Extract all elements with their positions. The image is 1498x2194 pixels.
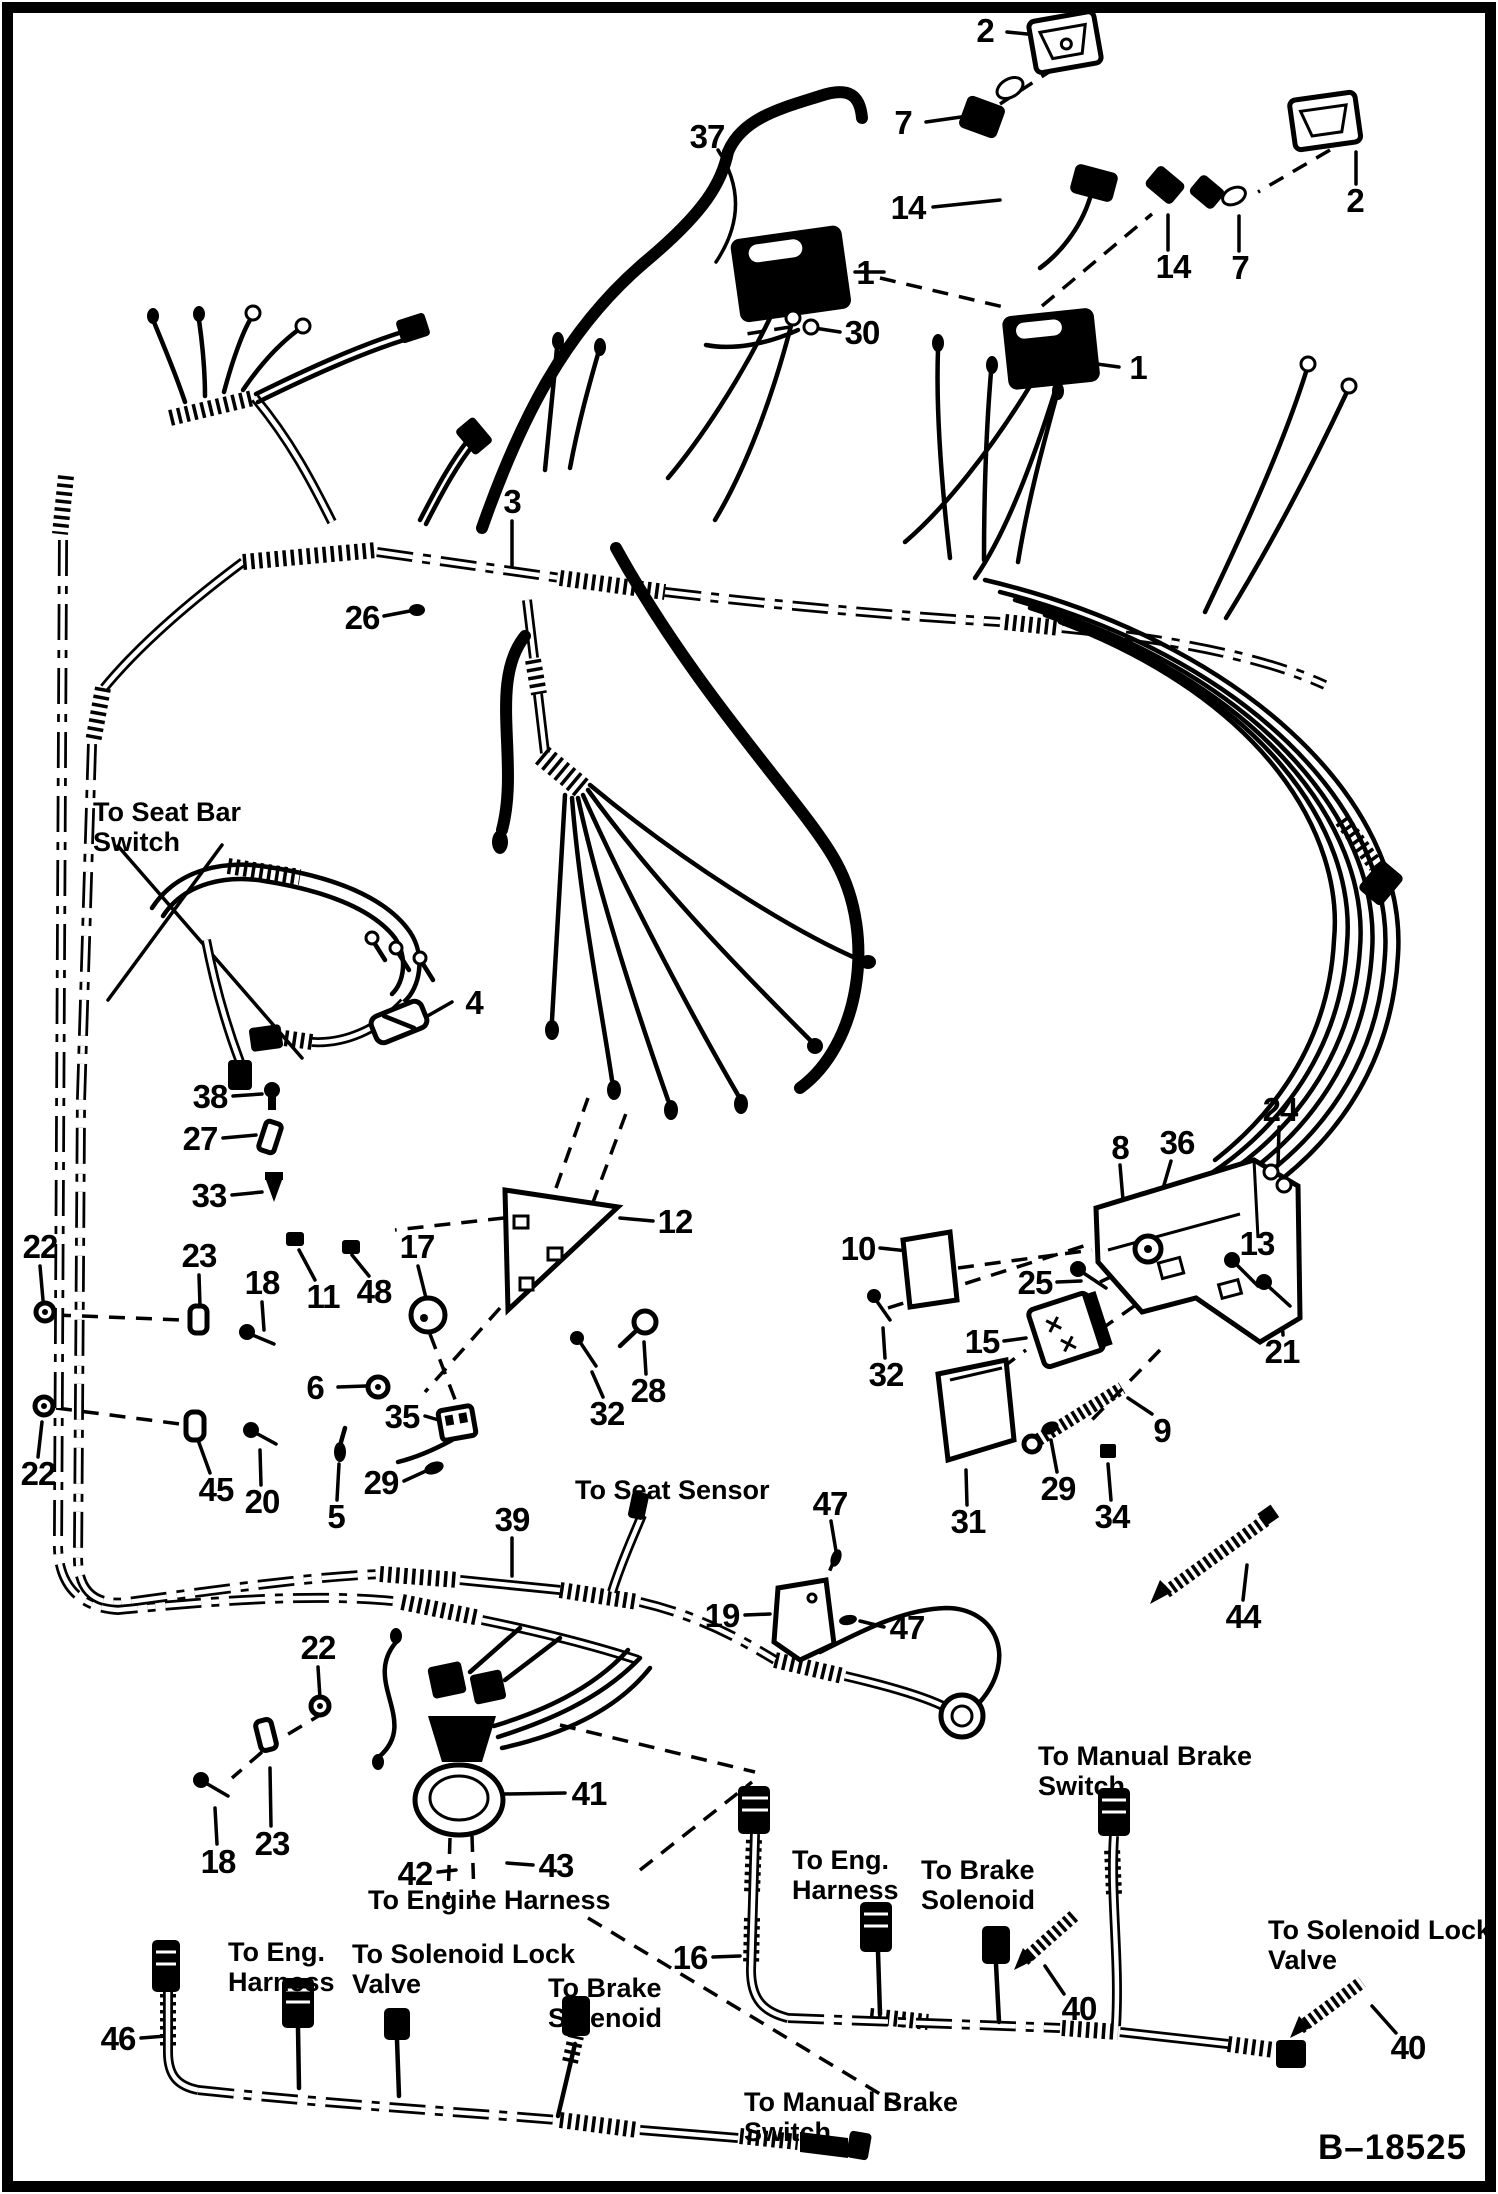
callout-23b: 23 — [254, 1825, 290, 1862]
note-brake-solenoid-mid — [921, 1856, 1035, 1915]
callout-5: 5 — [327, 1498, 345, 1535]
callout-37: 37 — [689, 118, 725, 155]
note-brake-solenoid-left — [548, 1974, 662, 2033]
callout-1b: 1 — [1129, 349, 1147, 386]
callout-40: 40 — [1061, 1990, 1097, 2027]
callout-29b: 29 — [1040, 1470, 1076, 1507]
note-line: Harness — [228, 1966, 335, 1997]
note-manual-brake-right — [1038, 1742, 1252, 1801]
note-line: Switch — [744, 2116, 832, 2147]
pigtail-wires — [147, 306, 1356, 618]
note-line: Valve — [1268, 1944, 1338, 1975]
callout-46: 46 — [100, 2020, 136, 2057]
seat-harness-39 — [372, 1491, 999, 1835]
callout-40b: 40 — [1390, 2029, 1426, 2066]
callout-32: 32 — [868, 1356, 904, 1393]
callout-27: 27 — [182, 1120, 218, 1157]
bulb-socket-7-14-right — [1144, 164, 1249, 211]
note-line: To Solenoid Lock — [1268, 1915, 1492, 1945]
note-line: Switch — [93, 826, 181, 857]
callout-4: 4 — [465, 984, 483, 1021]
callout-48: 48 — [356, 1273, 392, 1310]
note-line: To Seat Sensor — [575, 1475, 770, 1505]
mounting-bracket-12 — [505, 1190, 618, 1310]
callout-8: 8 — [1111, 1129, 1129, 1166]
callout-38: 38 — [192, 1078, 228, 1115]
note-seat-sensor — [575, 1476, 770, 1506]
bulb-socket-7-left — [957, 73, 1026, 140]
note-solenoid-lock-right — [1268, 1916, 1491, 1975]
connector-19 — [774, 1580, 834, 1660]
callout-21: 21 — [1264, 1333, 1300, 1370]
note-line: To Manual Brake — [744, 2087, 959, 2117]
callout-7: 7 — [894, 104, 912, 141]
note-eng-harness-left — [228, 1938, 335, 1997]
callout-9: 9 — [1153, 1412, 1171, 1449]
callout-32b: 32 — [589, 1395, 625, 1432]
drawing-number: B–18525 — [1318, 2128, 1468, 2167]
callout-31: 31 — [950, 1503, 986, 1540]
note-line: Harness — [792, 1874, 899, 1905]
note-line: To Eng. — [792, 1845, 889, 1875]
callout-13: 13 — [1239, 1225, 1275, 1262]
center-branch-wires — [492, 548, 876, 1120]
callout-34: 34 — [1094, 1498, 1130, 1535]
seat-bar-switch-loop — [152, 865, 419, 1090]
note-line: To Manual Brake — [1038, 1741, 1253, 1771]
callout-43: 43 — [538, 1847, 574, 1884]
note-engine-harness — [368, 1886, 611, 1916]
callout-6: 6 — [306, 1369, 324, 1406]
callout-10: 10 — [840, 1230, 876, 1267]
callout-18b: 18 — [200, 1843, 236, 1880]
callout-2b: 2 — [1346, 182, 1364, 219]
lamp-assembly-1-left — [730, 224, 853, 323]
callout-30: 30 — [844, 314, 880, 351]
callout-22: 22 — [22, 1228, 58, 1265]
lamp-housing-2-top — [1028, 11, 1102, 74]
note-line: Solenoid — [921, 1884, 1035, 1915]
callout-29: 29 — [363, 1464, 399, 1501]
shim-plate-10 — [903, 1232, 957, 1307]
callout-11: 11 — [306, 1278, 340, 1315]
callout-45: 45 — [198, 1471, 234, 1508]
note-line: Solenoid — [548, 2002, 662, 2033]
note-seat-bar-switch — [93, 798, 241, 857]
note-manual-brake-bottom — [744, 2088, 958, 2147]
callout-23: 23 — [181, 1237, 217, 1274]
cover-plate-31 — [938, 1360, 1014, 1460]
callout-1: 1 — [856, 254, 874, 291]
callout-20: 20 — [244, 1483, 280, 1520]
callout-36: 36 — [1159, 1124, 1195, 1161]
callout-12: 12 — [657, 1203, 693, 1240]
callout-3: 3 — [503, 483, 521, 520]
key-switch-connector-4 — [366, 932, 433, 1045]
note-eng-harness-mid — [792, 1846, 899, 1905]
callout-47b: 47 — [889, 1609, 925, 1646]
callout-44: 44 — [1225, 1598, 1261, 1635]
callout-25: 25 — [1017, 1264, 1053, 1301]
note-line: To Solenoid Lock — [352, 1939, 576, 1969]
note-line: To Brake — [921, 1855, 1035, 1885]
callout-33: 33 — [191, 1177, 227, 1214]
callout-16: 16 — [672, 1939, 708, 1976]
callout-17: 17 — [399, 1228, 435, 1265]
callout-19: 19 — [704, 1597, 740, 1634]
note-solenoid-lock-left — [352, 1940, 575, 1999]
note-line: To Brake — [548, 1973, 662, 2003]
note-line: To Engine Harness — [368, 1885, 611, 1915]
callout-47: 47 — [812, 1485, 848, 1522]
note-line: To Seat Bar — [93, 797, 242, 827]
callout-14: 14 — [890, 189, 926, 226]
note-line: To Eng. — [228, 1937, 325, 1967]
callout-15: 15 — [964, 1323, 1000, 1360]
callout-39: 39 — [494, 1501, 530, 1538]
callout-22c: 22 — [300, 1629, 336, 1666]
callout-24: 24 — [1262, 1091, 1298, 1128]
callout-2: 2 — [976, 12, 994, 49]
callout-35: 35 — [384, 1398, 420, 1435]
callout-41: 41 — [571, 1775, 607, 1812]
brake-harness-16 — [738, 1786, 1306, 2068]
callout-14b: 14 — [1155, 248, 1191, 285]
callout-28: 28 — [630, 1372, 666, 1409]
callout-26: 26 — [344, 599, 380, 636]
callout-18: 18 — [244, 1264, 280, 1301]
lamp-assembly-1-right — [1001, 307, 1100, 390]
callout-42: 42 — [397, 1855, 433, 1892]
callout-7b: 7 — [1231, 249, 1249, 286]
callout-22b: 22 — [20, 1455, 56, 1492]
note-line: Valve — [352, 1968, 422, 1999]
lamp-housing-2-right — [1289, 92, 1361, 151]
note-line: Switch — [1038, 1770, 1126, 1801]
